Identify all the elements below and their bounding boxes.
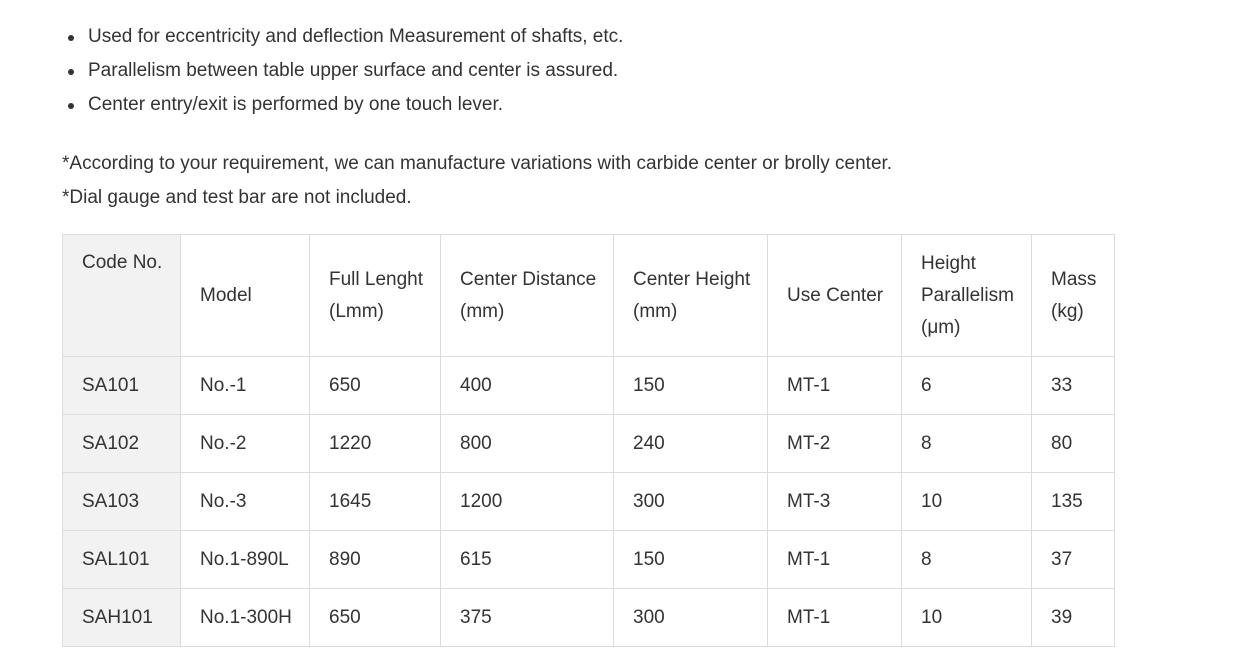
cell-center-height: 240 <box>614 415 768 473</box>
cell-mass: 80 <box>1032 415 1115 473</box>
header-code-no: Code No. <box>63 235 181 357</box>
header-height-parallelism: Height Parallelism (μm) <box>902 235 1032 357</box>
cell-model: No.-1 <box>181 357 310 415</box>
cell-height-parallelism: 10 <box>902 473 1032 531</box>
cell-use-center: MT-1 <box>768 357 902 415</box>
notes <box>62 147 892 215</box>
cell-center-distance: 375 <box>441 589 614 647</box>
cell-height-parallelism: 8 <box>902 531 1032 589</box>
cell-center-distance: 400 <box>441 357 614 415</box>
table-row <box>63 531 1115 589</box>
cell-center-distance: 615 <box>441 531 614 589</box>
header-center-distance: Center Distance (mm) <box>441 235 614 357</box>
note-text: *According to your requirement, we can manufacture variations with carbide center or brolly center. <box>62 153 893 174</box>
header-use-center: Use Center <box>768 235 902 357</box>
cell-full-length: 1220 <box>310 415 441 473</box>
cell-code-no: SAH101 <box>63 589 181 647</box>
note-text: *Dial gauge and test bar are not included. <box>62 187 412 208</box>
feature-item: Used for eccentricity and deflection Measurement of shafts, etc. <box>88 20 623 54</box>
cell-code-no: SAL101 <box>63 531 181 589</box>
cell-center-height: 300 <box>614 589 768 647</box>
cell-center-height: 150 <box>614 531 768 589</box>
table-row <box>63 357 1115 415</box>
header-full-length: Full Lenght (Lmm) <box>310 235 441 357</box>
cell-use-center: MT-1 <box>768 531 902 589</box>
cell-center-distance: 1200 <box>441 473 614 531</box>
cell-mass: 39 <box>1032 589 1115 647</box>
cell-code-no: SA103 <box>63 473 181 531</box>
cell-model: No.-3 <box>181 473 310 531</box>
cell-model: No.1-890L <box>181 531 310 589</box>
header-center-height: Center Height (mm) <box>614 235 768 357</box>
cell-center-height: 300 <box>614 473 768 531</box>
cell-mass: 33 <box>1032 357 1115 415</box>
cell-full-length: 1645 <box>310 473 441 531</box>
cell-center-distance: 800 <box>441 415 614 473</box>
cell-mass: 37 <box>1032 531 1115 589</box>
cell-model: No.1-300H <box>181 589 310 647</box>
cell-model: No.-2 <box>181 415 310 473</box>
cell-height-parallelism: 6 <box>902 357 1032 415</box>
feature-item: Center entry/exit is performed by one touch lever. <box>88 88 623 122</box>
feature-list <box>62 20 623 122</box>
table-header-row <box>63 235 1115 357</box>
cell-code-no: SA102 <box>63 415 181 473</box>
table-row <box>63 415 1115 473</box>
cell-full-length: 650 <box>310 357 441 415</box>
cell-mass: 135 <box>1032 473 1115 531</box>
cell-use-center: MT-1 <box>768 589 902 647</box>
table-row <box>63 473 1115 531</box>
cell-height-parallelism: 8 <box>902 415 1032 473</box>
cell-full-length: 890 <box>310 531 441 589</box>
spec-table <box>62 234 1115 647</box>
cell-height-parallelism: 10 <box>902 589 1032 647</box>
cell-code-no: SA101 <box>63 357 181 415</box>
cell-use-center: MT-2 <box>768 415 902 473</box>
table-row <box>63 589 1115 647</box>
cell-use-center: MT-3 <box>768 473 902 531</box>
cell-full-length: 650 <box>310 589 441 647</box>
cell-center-height: 150 <box>614 357 768 415</box>
header-mass: Mass (kg) <box>1032 235 1115 357</box>
feature-item: Parallelism between table upper surface and center is assured. <box>88 54 623 88</box>
header-model: Model <box>181 235 310 357</box>
